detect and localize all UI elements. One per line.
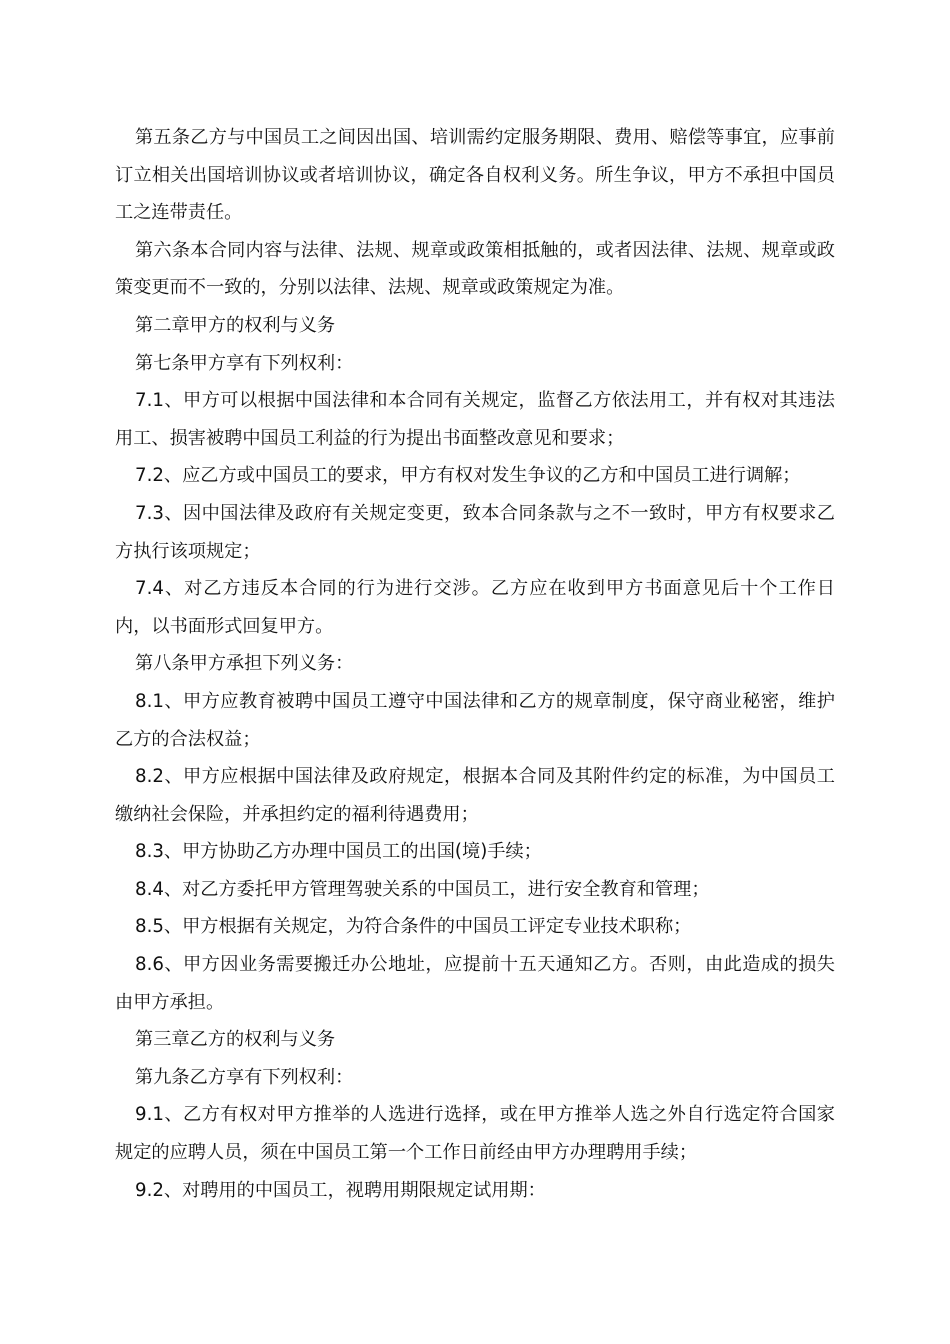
clause-7-4: 7.4、对乙方违反本合同的行为进行交涉。乙方应在收到甲方书面意见后十个工作日内，以书面形式回复甲方。 xyxy=(115,578,835,637)
article-7-heading: 第七条甲方享有下列权利： xyxy=(135,352,354,374)
article-8-heading: 第八条甲方承担下列义务： xyxy=(135,653,354,675)
clause-8-2: 8.2、甲方应根据中国法律及政府规定，根据本合同及其附件约定的标准，为中国员工缴纳社会保险，并承担约定的福利待遇费用； xyxy=(115,766,835,825)
article-5-paragraph: 第五条乙方与中国员工之间因出国、培训需约定服务期限、费用、赔偿等事宜，应事前订立相关出国培训协议或者培训协议，确定各自权利义务。所生争议，甲方不承担中国员工之连带责任。 xyxy=(115,127,835,224)
clause-8-4: 8.4、对乙方委托甲方管理驾驶关系的中国员工，进行安全教育和管理； xyxy=(135,878,710,900)
clause-8-1: 8.1、甲方应教育被聘中国员工遵守中国法律和乙方的规章制度，保守商业秘密，维护乙方的合法权益； xyxy=(115,690,835,750)
clause-8-6: 8.6、甲方因业务需要搬迁办公地址，应提前十五天通知乙方。否则，由此造成的损失由甲方承担。 xyxy=(115,954,835,1013)
clause-9-1: 9.1、乙方有权对甲方推举的人选进行选择，或在甲方推举人选之外自行选定符合国家规定的应聘人员，须在中国员工第一个工作日前经由甲方办理聘用手续； xyxy=(115,1104,835,1164)
chapter-2-heading: 第二章甲方的权利与义务 xyxy=(135,314,336,336)
clause-8-3: 8.3、甲方协助乙方办理中国员工的出国(境)手续； xyxy=(135,841,542,863)
clause-7-3: 7.3、因中国法律及政府有关规定变更，致本合同条款与之不一致时，甲方有权要求乙方执行该项规定； xyxy=(115,502,835,562)
clause-9-2: 9.2、对聘用的中国员工，视聘用期限规定试用期： xyxy=(135,1179,546,1201)
article-6-paragraph: 第六条本合同内容与法律、法规、规章或政策相抵触的，或者因法律、法规、规章或政策变更而不一致的，分别以法律、法规、规章或政策规定为准。 xyxy=(115,239,835,299)
chapter-3-heading: 第三章乙方的权利与义务 xyxy=(135,1029,336,1051)
document-body xyxy=(115,119,835,1209)
clause-7-1: 7.1、甲方可以根据中国法律和本合同有关规定，监督乙方依法用工，并有权对其违法用工、损害被聘中国员工利益的行为提出书面整改意见和要求； xyxy=(115,390,835,449)
clause-8-5: 8.5、甲方根据有关规定，为符合条件的中国员工评定专业技术职称； xyxy=(135,916,692,938)
article-9-heading: 第九条乙方享有下列权利： xyxy=(135,1066,354,1088)
clause-7-2: 7.2、应乙方或中国员工的要求，甲方有权对发生争议的乙方和中国员工进行调解； xyxy=(135,465,801,487)
